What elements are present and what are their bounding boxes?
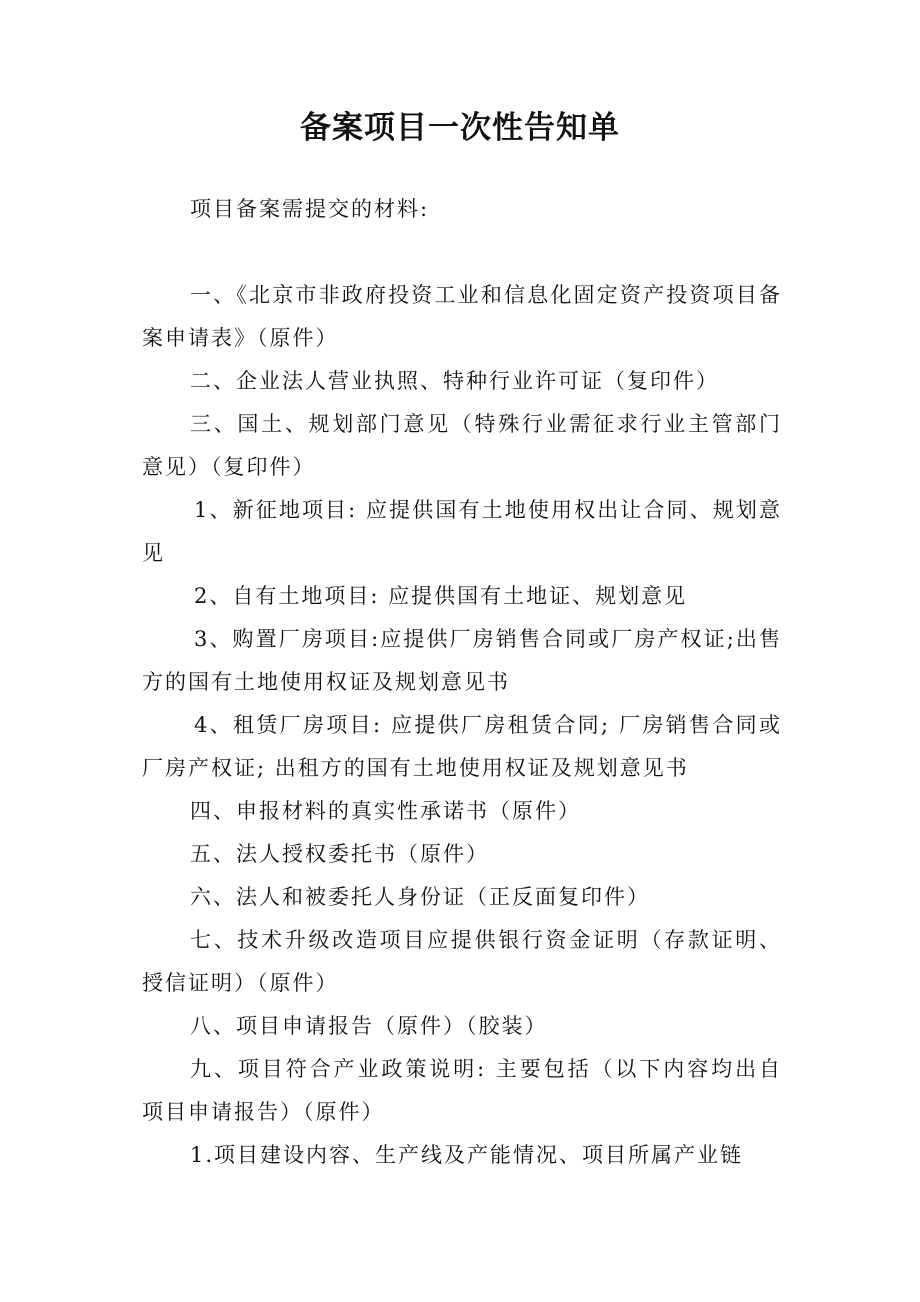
- requirements-list: [142, 274, 782, 1177]
- sub-item-2: 2、自有土地项目: 应提供国有土地证、规划意见: [194, 584, 688, 608]
- list-item-8: 八、项目申请报告（原件）（胶装）: [190, 1014, 548, 1038]
- sub-item-4: 4、租赁厂房项目: 应提供厂房租赁合同; 厂房销售合同或厂房产权证; 出租方的国有土地使用权证及规划意见书: [142, 713, 782, 780]
- sub-item-3: 3、购置厂房项目:应提供厂房销售合同或厂房产权证;出售方的国有土地使用权证及规划意见书: [142, 627, 782, 694]
- list-item-4: 四、申报材料的真实性承诺书（原件）: [190, 799, 581, 823]
- sub-item-1: 1、新征地项目: 应提供国有土地使用权出让合同、规划意见: [142, 498, 782, 565]
- list-item-7: 七、技术升级改造项目应提供银行资金证明（存款证明、授信证明）（原件）: [142, 928, 782, 995]
- list-item-6: 六、法人和被委托人身份证（正反面复印件）: [190, 885, 650, 909]
- list-item-5: 五、法人授权委托书（原件）: [190, 842, 489, 866]
- list-item-3: 三、国土、规划部门意见（特殊行业需征求行业主管部门意见）（复印件）: [142, 412, 782, 479]
- list-item-2: 二、企业法人营业执照、特种行业许可证（复印件）: [190, 369, 719, 393]
- intro-text: 项目备案需提交的材料:: [190, 197, 430, 221]
- page-title: 备案项目一次性告知单: [300, 110, 620, 146]
- list-item-9: 九、项目符合产业政策说明: 主要包括（以下内容均出自项目申请报告）（原件）: [142, 1057, 782, 1124]
- list-item-1: 一、《北京市非政府投资工业和信息化固定资产投资项目备案申请表》（原件）: [142, 283, 782, 350]
- list-item-9-sub-1: 1.项目建设内容、生产线及产能情况、项目所属产业链: [190, 1143, 744, 1167]
